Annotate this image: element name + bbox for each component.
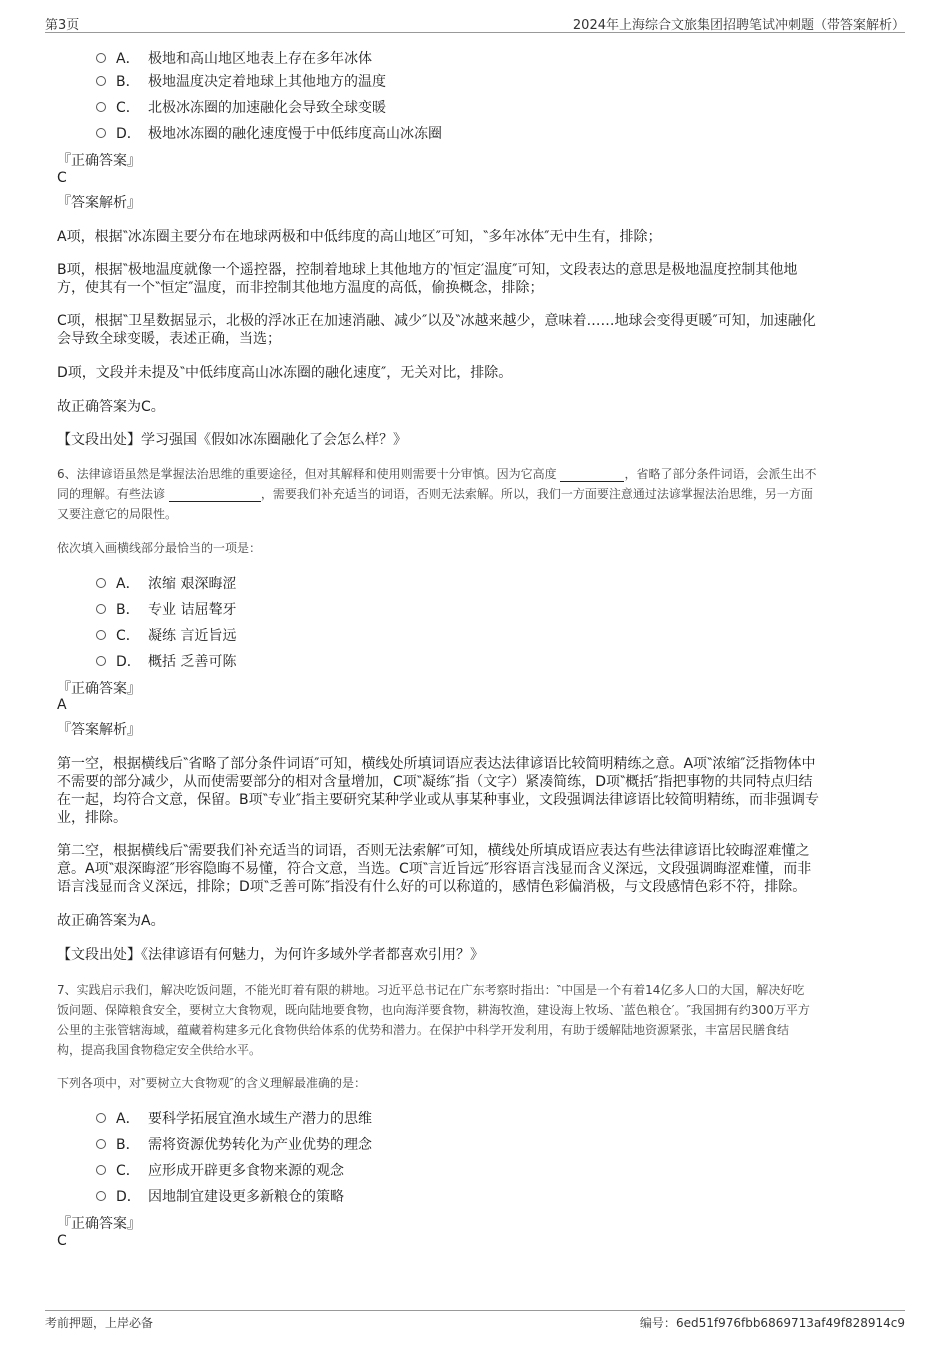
footer-slogan: 考前押题，上岸必备 xyxy=(45,1316,154,1330)
q6-option-c[interactable]: C． 凝练 言近旨远 xyxy=(96,625,236,645)
source-citation: 【文段出处】学习强国《假如冰冻圈融化了会怎么样？》 xyxy=(57,432,407,448)
radio-icon[interactable] xyxy=(96,128,106,138)
q5-option-a[interactable]: A． 极地和高山地区地表上存在多年冰体 xyxy=(96,48,372,68)
q5-option-b[interactable]: B． 极地温度决定着地球上其他地方的温度 xyxy=(96,71,386,91)
radio-icon[interactable] xyxy=(96,53,106,63)
analysis-line: C项，根据‶卫星数据显示，北极的浮冰正在加速消融、减少″以及‶冰越来越少，意味着……地球会变得更暖″可知，加速融化 xyxy=(57,313,816,329)
question-stem: 公里的主张管辖海域，蕴藏着构建多元化食物供给体系的优势和潜力。在保护中科学开发利用，有助于缓解陆地资源紧张，丰富居民膳食结 xyxy=(57,1023,790,1037)
radio-icon[interactable] xyxy=(96,1191,106,1201)
document-title: 2024年上海综合文旅集团招聘笔试冲刺题（带答案解析） xyxy=(572,18,905,33)
analysis-line: 意。A项‶艰深晦涩″形容隐晦不易懂，符合文意，当选。C项‶言近旨远″形容语言浅显而含义深远，文段强调晦涩难懂，而非 xyxy=(57,861,812,877)
question-prompt: 下列各项中，对‶要树立大食物观″的含义理解最准确的是： xyxy=(57,1076,366,1090)
analysis-line: 方，使其有一个‶恒定″温度，而非控制其他地方温度的高低，偷换概念，排除； xyxy=(57,280,544,296)
radio-icon[interactable] xyxy=(96,630,106,640)
fill-blank[interactable] xyxy=(169,488,261,502)
analysis-line: B项，根据‶极地温度就像一个遥控器，控制着地球上其他地方的‵恒定′温度″可知，文段表达的意思是极地温度控制其他地 xyxy=(57,262,798,278)
q5-option-c[interactable]: C． 北极冰冻圈的加速融化会导致全球变暖 xyxy=(96,97,386,117)
q7-option-a[interactable]: A． 要科学拓展宜渔水域生产潜力的思维 xyxy=(96,1108,372,1128)
q5-option-d[interactable]: D． 极地冰冻圈的融化速度慢于中低纬度高山冰冻圈 xyxy=(96,123,442,143)
analysis-label: 『答案解析』 xyxy=(57,722,141,738)
answer-label: 『正确答案』 xyxy=(57,681,141,697)
analysis-line: 语言浅显而含义深远，排除；D项‶乏善可陈″指没有什么好的可以称道的，感情色彩偏消极，与文段感情色彩不符，排除。 xyxy=(57,879,807,895)
radio-icon[interactable] xyxy=(96,656,106,666)
header-divider xyxy=(45,32,905,33)
page-number: 第3页 xyxy=(45,18,80,33)
q7-option-b[interactable]: B． 需将资源优势转化为产业优势的理念 xyxy=(96,1134,372,1154)
q6-option-a[interactable]: A． 浓缩 艰深晦涩 xyxy=(96,573,236,593)
analysis-line: 在一起，均符合文意，保留。B项‶专业″指主要研究某种学业或从事某种事业，文段强调法律谚语比较简明精练，而非强调专 xyxy=(57,792,820,808)
analysis-line: D项，文段并未提及‶中低纬度高山冰冻圈的融化速度″，无关对比，排除。 xyxy=(57,365,513,381)
question-stem: 又要注意它的局限性。 xyxy=(57,507,178,521)
conclusion: 故正确答案为A。 xyxy=(57,913,165,929)
q7-option-c[interactable]: C． 应形成开辟更多食物来源的观念 xyxy=(96,1160,344,1180)
radio-icon[interactable] xyxy=(96,1113,106,1123)
analysis-line: 第一空，根据横线后‶省略了部分条件词语″可知，横线处所填词语应表达法律谚语比较简明精练之意。A项‶浓缩″泛指物体中 xyxy=(57,756,816,772)
question-stem: 同的理解。有些法谚 ，需要我们补充适当的词语，否则无法索解。所以，我们一方面要注意通过法谚掌握法治思维，另一方面 xyxy=(57,487,813,501)
answer-label: 『正确答案』 xyxy=(57,153,141,169)
analysis-line: 业，排除。 xyxy=(57,810,127,826)
q6-option-b[interactable]: B． 专业 诘屈聱牙 xyxy=(96,599,236,619)
answer-value: A xyxy=(57,697,67,713)
q7-option-d[interactable]: D． 因地制宜建设更多新粮仓的策略 xyxy=(96,1186,344,1206)
question-stem: 饭问题、保障粮食安全，要树立大食物观，既向陆地要食物，也向海洋要食物，耕海牧渔，建设海上牧场、‵蓝色粮仓′。″我国拥有约300万平方 xyxy=(57,1003,810,1017)
radio-icon[interactable] xyxy=(96,1139,106,1149)
answer-value: C xyxy=(57,1233,67,1249)
radio-icon[interactable] xyxy=(96,578,106,588)
radio-icon[interactable] xyxy=(96,604,106,614)
radio-icon[interactable] xyxy=(96,102,106,112)
question-stem: 6、法律谚语虽然是掌握法治思维的重要途径，但对其解释和使用则需要十分审慎。因为它高度 ，省略了部分条件词语，会派生出不 xyxy=(57,467,817,481)
footer-divider xyxy=(45,1310,905,1311)
analysis-line: A项，根据‶冰冻圈主要分布在地球两极和中低纬度的高山地区″可知，‶多年冰体″无中生有，排除； xyxy=(57,229,662,245)
source-citation: 【文段出处】《法律谚语有何魅力，为何许多域外学者都喜欢引用？》 xyxy=(57,947,484,963)
question-stem: 构，提高我国食物稳定安全供给水平。 xyxy=(57,1043,262,1057)
answer-label: 『正确答案』 xyxy=(57,1216,141,1232)
analysis-line: 会导致全球变暖，表述正确，当选； xyxy=(57,331,281,347)
answer-value: C xyxy=(57,170,67,186)
radio-icon[interactable] xyxy=(96,1165,106,1175)
analysis-line: 不需要的部分减少，从而使需要部分的相对含量增加，C项‶凝练″指（文字）紧凑简练，D项‶概括″指把事物的共同特点归结 xyxy=(57,774,813,790)
analysis-line: 第二空，根据横线后‶需要我们补充适当的词语，否则无法索解″可知，横线处所填成语应表达有些法律谚语比较晦涩难懂之 xyxy=(57,843,810,859)
q6-option-d[interactable]: D． 概括 乏善可陈 xyxy=(96,651,236,671)
question-prompt: 依次填入画横线部分最恰当的一项是： xyxy=(57,541,262,555)
fill-blank[interactable] xyxy=(560,468,624,482)
analysis-label: 『答案解析』 xyxy=(57,195,141,211)
radio-icon[interactable] xyxy=(96,76,106,86)
conclusion: 故正确答案为C。 xyxy=(57,399,165,415)
question-stem: 7、实践启示我们，解决吃饭问题，不能光盯着有限的耕地。习近平总书记在广东考察时指出：‶中国是一个有着14亿多人口的大国，解决好吃 xyxy=(57,983,805,997)
document-code: 编号：6ed51f976fbb6869713af49f828914c9 xyxy=(639,1316,905,1330)
